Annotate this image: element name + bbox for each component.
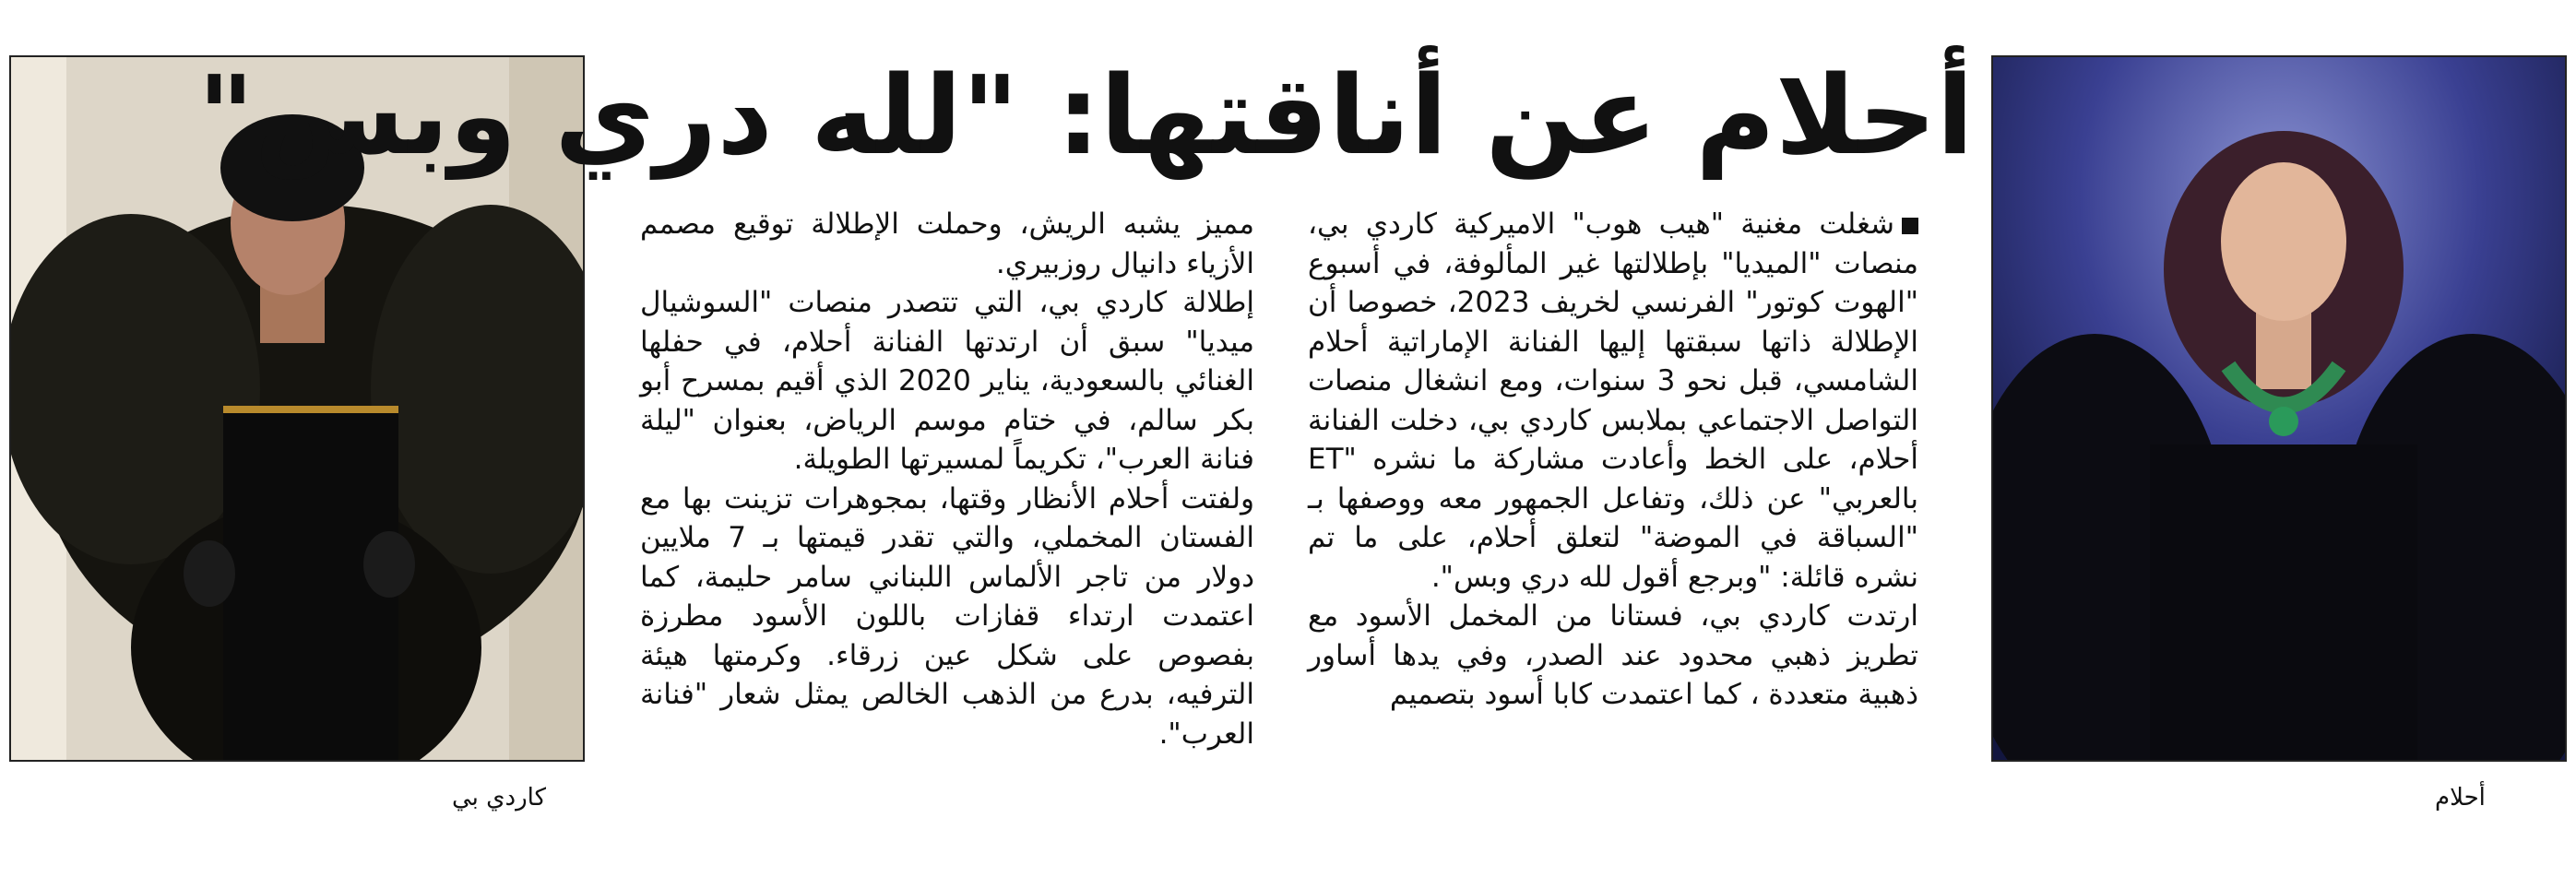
bullet-square-icon xyxy=(1902,218,1918,234)
ahlam-illustration xyxy=(1993,57,2565,760)
headline: أحلام عن أناقتها: "لله دري وبس" xyxy=(197,52,1974,179)
ahlam-photo xyxy=(1991,55,2567,762)
article-paragraph: إطلالة كاردي بي، التي تتصدر منصات "السوشيال ميديا" سبق أن ارتدتها الفنانة أحلام، في حفلها الغنائي بالسعودية، يناير 2020 الذي أقيم بمسرح أبو بكر سالم، في ختام موسم الرياض، بعنوان "ليلة فنانة العرب"، تكريماً لمسيرتها الطويلة. xyxy=(640,286,1254,476)
article-paragraph: ارتدت كاردي بي، فستانا من المخمل الأسود مع تطريز ذهبي محدود عند الصدر، وفي يدها أساور ذهبية متعددة ، كما اعتمدت كابا أسود بتصميم xyxy=(1308,599,1918,711)
article-paragraph: ولفتت أحلام الأنظار وقتها، بمجوهرات تزينت بها مع الفستان المخملي، والتي تقدر قيمتها بـ 7 ملايين دولار من تاجر الألماس اللبناني سامر حليمة، كما اعتمدت ارتداء قفازات باللون الأسود مطرزة بفصوص على شكل عين زرقاء. وكرمتها هيئة الترفيه، بدرع من الذهب الخالص يمثل شعار "فنانة العرب". xyxy=(640,481,1254,751)
article-column-left xyxy=(640,205,1254,753)
caption-ahlam: أحلام xyxy=(2435,784,2486,812)
article-paragraph xyxy=(1308,205,1918,597)
caption-cardi-b: كاردي بي xyxy=(452,784,546,812)
article-column-right xyxy=(1308,205,1918,715)
article-paragraph-text: شغلت مغنية "هيب هوب" الاميركية كاردي بي، منصات "الميديا" بإطلالتها غير المألوفة، في أسبوع "الهوت كوتور" الفرنسي لخريف 2023، خصوصا أن الإطلالة ذاتها سبقتها إليها الفنانة الإماراتية أحلام الشامسي، قبل نحو 3 سنوات، ومع انشغال منصات التواصل الاجتماعي بملابس كاردي بي، دخلت الفنانة أحلام، على الخط وأعادت مشاركة ما نشره "ET بالعربي" عن ذلك، وتفاعل الجمهور معه ووصفها بـ "السباقة في الموضة" لتعلق أحلام، على ما تم نشره قائلة: "وبرجع أقول لله دري وبس". xyxy=(1308,207,1918,594)
article-paragraph: مميز يشبه الريش، وحملت الإطلالة توقيع مصمم الأزياء دانيال روزبيري. xyxy=(640,207,1254,280)
